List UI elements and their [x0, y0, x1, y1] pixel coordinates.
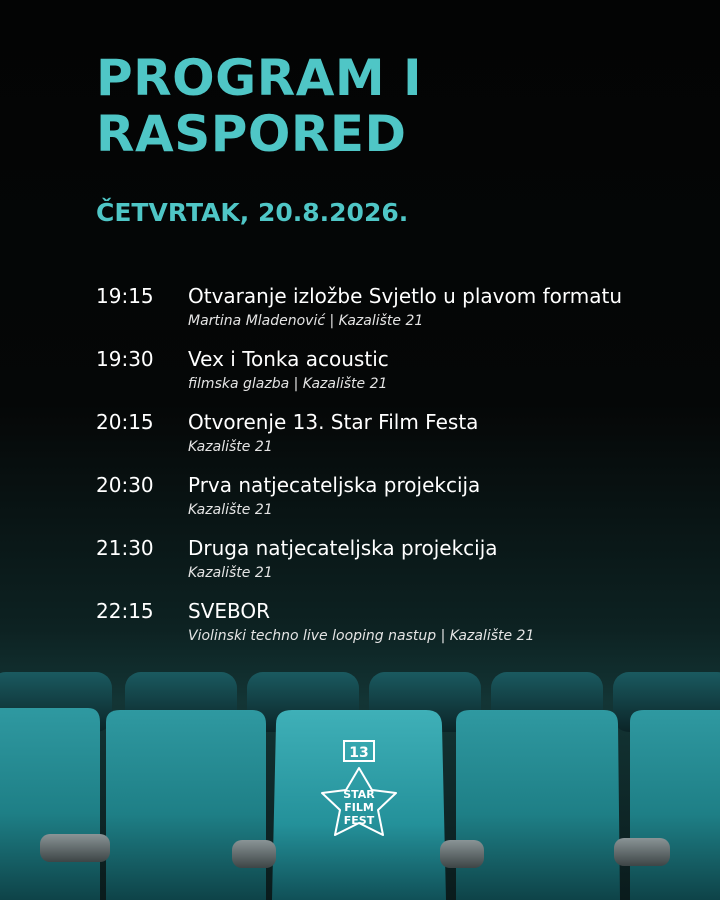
- event-time: 21:30: [96, 536, 154, 560]
- event-subtitle: Kazalište 21: [188, 502, 273, 518]
- schedule-item: [96, 282, 696, 345]
- title-line-2: RASPORED: [96, 105, 407, 163]
- event-title: SVEBOR: [188, 599, 271, 623]
- event-title: Otvaranje izložbe Svjetlo u plavom formatu: [188, 284, 622, 308]
- event-time: 20:15: [96, 410, 154, 434]
- logo-word-fest: FEST: [343, 814, 375, 827]
- event-subtitle: Kazalište 21: [188, 565, 273, 581]
- event-title: Otvorenje 13. Star Film Festa: [188, 410, 479, 434]
- event-title: Prva natjecateljska projekcija: [188, 473, 481, 497]
- event-title: Vex i Tonka acoustic: [188, 347, 389, 371]
- schedule-item: [96, 345, 696, 408]
- edition-number: 13: [349, 745, 369, 761]
- event-subtitle: Martina Mladenović | Kazalište 21: [188, 313, 424, 329]
- page-title: [96, 50, 422, 162]
- event-time: 20:30: [96, 473, 154, 497]
- logo-word-star: STAR: [343, 788, 375, 801]
- schedule-item: [96, 471, 696, 534]
- event-time: 19:30: [96, 347, 154, 371]
- event-date: ČETVRTAK, 20.8.2026.: [96, 198, 409, 227]
- event-subtitle: Kazalište 21: [188, 439, 273, 455]
- event-time: 19:15: [96, 284, 154, 308]
- event-time: 22:15: [96, 599, 154, 623]
- event-subtitle: Violinski techno live looping nastup | Kazalište 21: [188, 628, 535, 644]
- schedule-item: [96, 408, 696, 471]
- logo-word-film: FILM: [344, 801, 374, 814]
- cinema-seats-illustration: [0, 650, 720, 900]
- event-title: Druga natjecateljska projekcija: [188, 536, 498, 560]
- title-line-1: PROGRAM I: [96, 49, 423, 107]
- schedule-list: [96, 282, 696, 660]
- event-subtitle: filmska glazba | Kazalište 21: [188, 376, 388, 392]
- schedule-item: [96, 534, 696, 597]
